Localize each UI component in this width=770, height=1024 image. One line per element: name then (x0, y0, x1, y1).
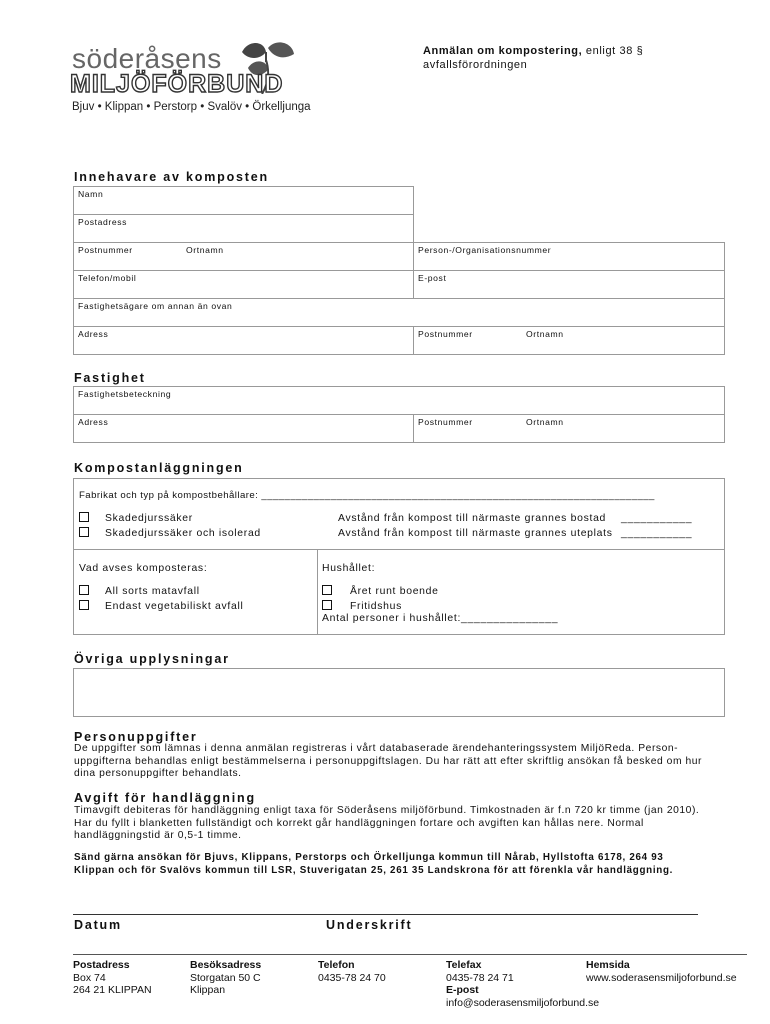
label-ortnamn: Ortnamn (186, 245, 224, 255)
label-skadedjurssaker: Skadedjurssäker (105, 513, 193, 524)
section-heading-avgift: Avgift för handläggning (74, 791, 256, 805)
section-heading-ovriga: Övriga upplysningar (74, 652, 230, 666)
checkbox-all-matavfall[interactable] (79, 585, 89, 595)
sand-ansokan-text (74, 852, 744, 877)
section-heading-personuppgifter: Personuppgifter (74, 730, 198, 744)
label-telefon: Telefon/mobil (78, 273, 137, 283)
label-fastighet-ortnamn: Ortnamn (526, 417, 564, 427)
footer-telefax-line1: 0435-78 24 71 (446, 971, 514, 984)
form-title-line2: avfallsförordningen (423, 59, 528, 71)
label-all-matavfall: All sorts matavfall (105, 586, 200, 597)
footer-hemsida-heading: Hemsida (586, 959, 630, 971)
sand-ansokan-line1: Sänd gärna ansökan för Bjuvs, Klippans, Perstorps och Örkelljunga kommun till Nårab, Hyllstofta 6178, 264 93 (74, 852, 664, 863)
label-agare-postnummer: Postnummer (418, 329, 473, 339)
label-epost: E-post (418, 273, 447, 283)
label-fritidshus: Fritidshus (350, 601, 403, 612)
footer-postadress-line2: 264 21 KLIPPAN (73, 984, 152, 997)
label-fastighetsagare: Fastighetsägare om annan än ovan (78, 301, 233, 311)
personuppgifter-text (74, 743, 734, 781)
footer-besok-line2: Klippan (190, 984, 226, 997)
footer-telefon (318, 959, 386, 984)
logo-wordmark-bottom: MILJÖFÖRBUND (70, 70, 284, 98)
label-hushallet: Hushållet: (322, 563, 376, 574)
footer-besok-heading: Besöksadress (190, 959, 262, 971)
label-postadress: Postadress (78, 217, 127, 227)
checkbox-aret-runt[interactable] (322, 585, 332, 595)
label-fastighet-postnummer: Postnummer (418, 417, 473, 427)
field-namn[interactable] (73, 186, 414, 215)
footer-telefon-heading: Telefon (318, 959, 355, 971)
sand-ansokan-line2: Klippan och för Svalövs kommun till LSR, Stuverigatan 25, 261 35 Landskrona för att förenkla vår handläggning. (74, 864, 674, 876)
field-fastighet-adress[interactable] (73, 414, 414, 443)
checkbox-skadedjurssaker[interactable] (79, 512, 89, 522)
label-namn: Namn (78, 189, 104, 199)
label-vad-avses: Vad avses komposteras: (79, 563, 208, 574)
personuppgifter-line1: De uppgifter som lämnas i denna anmälan registreras i vårt databaserade ärendehanteringssystem MiljöReda. Person- (74, 743, 679, 754)
footer-postadress-heading: Postadress (73, 959, 130, 971)
label-agare-ortnamn: Ortnamn (526, 329, 564, 339)
label-avstand-bostad: Avstånd från kompost till närmaste grannes bostad (338, 513, 607, 524)
label-fastighetsbeteckning: Fastighetsbeteckning (78, 389, 172, 399)
label-aret-runt: Året runt boende (350, 586, 439, 597)
section-heading-fastighet: Fastighet (74, 371, 146, 385)
checkbox-vegetabiliskt[interactable] (79, 600, 89, 610)
fabrikat-line[interactable]: Fabrikat och typ på kompostbehållare: ____________________________________________________________________ (79, 490, 655, 501)
field-ovriga-upplysningar[interactable] (73, 668, 725, 717)
field-epost[interactable] (413, 270, 725, 299)
input-avstand-uteplats[interactable]: ___________ (621, 528, 693, 539)
label-skadedjurssaker-isolerad: Skadedjurssäker och isolerad (105, 528, 261, 539)
footer-hemsida-link[interactable]: www.soderasensmiljoforbund.se (586, 971, 737, 984)
footer-telefax (446, 959, 599, 1009)
footer-postadress-line1: Box 74 (73, 971, 106, 984)
label-fastighet-adress: Adress (78, 417, 109, 427)
avgift-text (74, 805, 734, 843)
form-title-rest: enligt 38 § (582, 45, 644, 57)
footer-epost-heading: E-post (446, 984, 479, 997)
label-underskrift: Underskrift (326, 918, 413, 932)
label-agare-adress: Adress (78, 329, 109, 339)
footer-epost-link[interactable]: info@soderasensmiljoforbund.se (446, 996, 600, 1009)
section-heading-kompost: Kompostanläggningen (74, 461, 244, 475)
label-avstand-uteplats: Avstånd från kompost till närmaste grannes uteplats (338, 528, 613, 539)
personuppgifter-line2: uppgifterna behandlas enligt bestämmelserna i personuppgiftslagen. Du har rätt att efter skriftlig ansökan få besked om hur (74, 755, 703, 767)
input-antal-personer[interactable]: Antal personer i hushållet:_______________ (322, 613, 559, 624)
label-datum: Datum (74, 918, 122, 932)
footer-hemsida (586, 959, 737, 984)
avgift-line1: Timavgift debiteras för handläggning enligt taxa för Söderåsens miljöförbund. Timkostnaden är f.n 720 kr timme (jan 2010). (74, 805, 700, 816)
label-vegetabiliskt: Endast vegetabiliskt avfall (105, 601, 244, 612)
logo-municipalities: Bjuv • Klippan • Perstorp • Svalöv • Örkelljunga (72, 101, 311, 113)
footer-telefax-heading: Telefax (446, 959, 482, 971)
checkbox-skadedjurssaker-isolerad[interactable] (79, 527, 89, 537)
footer-telefon-line1: 0435-78 24 70 (318, 971, 386, 984)
section-heading-innehavare: Innehavare av komposten (74, 170, 269, 184)
footer-divider (73, 954, 747, 955)
field-agare-adress[interactable] (73, 326, 414, 355)
label-personnummer: Person-/Organisationsnummer (418, 245, 552, 255)
input-avstand-bostad[interactable]: ___________ (621, 513, 693, 524)
signature-line[interactable] (73, 914, 698, 915)
form-title (423, 44, 723, 72)
form-title-bold: Anmälan om kompostering, (423, 45, 583, 57)
avgift-line3: handläggningstid är 0,5-1 timme. (74, 830, 242, 842)
avgift-line2: Har du fyllt i blanketten fullständigt och korrekt går handläggningen fortare och avgiften kan hållas nere. Normal (74, 817, 644, 829)
logo-wordmark-top: söderåsens (72, 43, 222, 74)
footer-besoksadress (190, 959, 261, 997)
footer-besok-line1: Storgatan 50 C (190, 971, 261, 984)
personuppgifter-line3: dina personuppgifter behandlats. (74, 768, 242, 780)
label-postnummer: Postnummer (78, 245, 133, 255)
checkbox-fritidshus[interactable] (322, 600, 332, 610)
footer-postadress (73, 959, 152, 997)
